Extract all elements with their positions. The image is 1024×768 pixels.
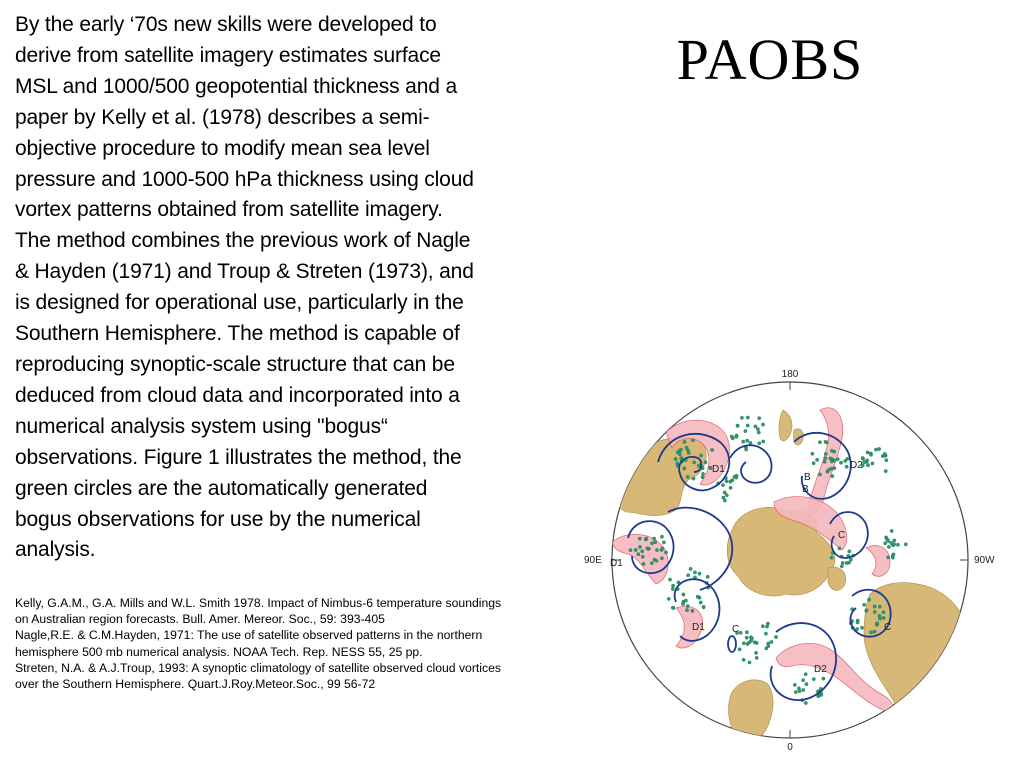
bogus-observation-dot bbox=[855, 627, 858, 630]
bogus-observation-dot bbox=[746, 424, 749, 427]
bogus-observation-dot bbox=[742, 658, 745, 661]
body-line: By the early ‘70s new skills were developed to bbox=[15, 13, 437, 36]
bogus-observation-dot bbox=[641, 555, 644, 558]
bogus-observation-dot bbox=[679, 448, 682, 451]
bogus-observation-dot bbox=[845, 465, 848, 468]
bogus-observation-dot bbox=[735, 434, 738, 437]
bogus-observation-dot bbox=[750, 637, 753, 640]
bogus-observation-dot bbox=[866, 464, 869, 467]
reference-line: Streten, N.A. & A.J.Troup, 1993: A synoptic climatology of satellite observed cloud vortices bbox=[15, 660, 501, 675]
body-line: numerical analysis system using "bogus“ bbox=[15, 414, 388, 438]
bogus-observation-dot bbox=[683, 440, 686, 443]
bogus-observation-dot bbox=[793, 683, 796, 686]
bogus-observation-dot bbox=[833, 467, 836, 470]
bogus-observation-dot bbox=[833, 459, 836, 462]
bogus-observation-dot bbox=[735, 476, 738, 479]
bogus-observation-dot bbox=[798, 690, 801, 693]
bogus-observation-dot bbox=[650, 561, 653, 564]
bogus-observation-dot bbox=[848, 550, 851, 553]
bogus-observation-dot bbox=[685, 608, 688, 611]
bogus-observation-dot bbox=[758, 417, 761, 420]
body-line: reproducing synoptic-scale structure that can be bbox=[15, 352, 455, 376]
bogus-observation-dot bbox=[725, 480, 728, 483]
bogus-observation-dot bbox=[884, 469, 887, 472]
bogus-observation-dot bbox=[822, 677, 825, 680]
bogus-observation-dot bbox=[812, 462, 815, 465]
bogus-observation-dot bbox=[672, 606, 675, 609]
bogus-observation-dot bbox=[667, 597, 670, 600]
system-label: C bbox=[838, 530, 846, 541]
bogus-observation-dot bbox=[745, 448, 748, 451]
bogus-observation-dot bbox=[811, 452, 814, 455]
bogus-observation-dot bbox=[765, 647, 768, 650]
bogus-observation-dot bbox=[701, 476, 704, 479]
bogus-observation-dot bbox=[865, 460, 868, 463]
axis-label-bottom: 0 bbox=[787, 742, 793, 753]
bogus-observation-dot bbox=[664, 551, 667, 554]
bogus-observation-dot bbox=[742, 440, 745, 443]
bogus-observation-dot bbox=[738, 648, 741, 651]
bogus-observation-dot bbox=[746, 439, 749, 442]
bogus-observation-dot bbox=[877, 447, 880, 450]
bogus-observation-dot bbox=[827, 468, 830, 471]
bogus-observation-dot bbox=[869, 631, 872, 634]
bogus-observation-dot bbox=[668, 578, 671, 581]
reference-line: hemisphere 500 mb numerical analysis. NOAA Tech. Rep. NESS 55, 25 pp. bbox=[15, 644, 423, 659]
bogus-observation-dot bbox=[873, 605, 876, 608]
bogus-observation-dot bbox=[642, 562, 645, 565]
bogus-observation-dot bbox=[818, 441, 821, 444]
bogus-observation-dot bbox=[831, 474, 834, 477]
bogus-observation-dot bbox=[678, 453, 681, 456]
bogus-observation-dot bbox=[692, 477, 695, 480]
bogus-observation-dot bbox=[686, 574, 689, 577]
bogus-observation-dot bbox=[884, 536, 887, 539]
body-line: analysis. bbox=[15, 538, 96, 562]
bogus-observation-dot bbox=[764, 632, 767, 635]
bogus-observation-dot bbox=[794, 690, 797, 693]
bogus-observation-dot bbox=[671, 584, 674, 587]
bogus-observation-dot bbox=[830, 556, 833, 559]
system-label: B bbox=[802, 484, 809, 495]
bogus-observation-dot bbox=[638, 545, 641, 548]
bogus-observation-dot bbox=[802, 688, 805, 691]
system-label: D1 bbox=[610, 558, 623, 569]
bogus-observation-dot bbox=[885, 459, 888, 462]
bogus-observation-dot bbox=[638, 537, 641, 540]
polar-map bbox=[580, 362, 1012, 762]
bogus-observation-dot bbox=[744, 429, 747, 432]
bogus-observation-dot bbox=[661, 547, 664, 550]
bogus-observation-dot bbox=[801, 679, 804, 682]
system-label: D1 bbox=[692, 622, 705, 633]
bogus-observation-dot bbox=[691, 609, 694, 612]
bogus-observation-dot bbox=[762, 440, 765, 443]
bogus-observation-dot bbox=[701, 472, 704, 475]
bogus-observation-dot bbox=[674, 457, 677, 460]
bogus-observation-dot bbox=[892, 543, 895, 546]
bogus-observation-dot bbox=[805, 682, 808, 685]
bogus-observation-dot bbox=[816, 458, 819, 461]
bogus-observation-dot bbox=[823, 460, 826, 463]
bogus-observation-dot bbox=[774, 635, 777, 638]
bogus-observation-dot bbox=[749, 441, 752, 444]
bogus-observation-dot bbox=[702, 605, 705, 608]
bogus-observation-dot bbox=[841, 561, 844, 564]
bogus-observation-dot bbox=[730, 435, 733, 438]
bogus-observation-dot bbox=[765, 625, 768, 628]
bogus-observation-dot bbox=[742, 642, 745, 645]
bogus-observation-dot bbox=[849, 558, 852, 561]
bogus-observation-dot bbox=[689, 567, 692, 570]
bogus-observation-dot bbox=[863, 603, 866, 606]
reference-line: over the Southern Hemisphere. Quart.J.Roy.Meteor.Soc., 99 56-72 bbox=[15, 677, 376, 692]
bogus-observation-dot bbox=[722, 496, 725, 499]
bogus-observation-dot bbox=[686, 604, 689, 607]
bogus-observation-dot bbox=[838, 547, 841, 550]
bogus-observation-dot bbox=[874, 448, 877, 451]
bogus-observation-dot bbox=[660, 557, 663, 560]
bogus-observation-dot bbox=[871, 462, 874, 465]
bogus-observation-dot bbox=[655, 548, 658, 551]
body-line: paper by Kelly et al. (1978) describes a semi- bbox=[15, 105, 430, 129]
bogus-observation-dot bbox=[845, 561, 848, 564]
body-line: MSL and 1000/500 geopotential thickness and a bbox=[15, 74, 457, 98]
bogus-observation-dot bbox=[655, 559, 658, 562]
bogus-observation-dot bbox=[646, 547, 649, 550]
references bbox=[15, 595, 570, 692]
axis-label-right: 90W bbox=[974, 555, 995, 566]
bogus-observation-dot bbox=[866, 451, 869, 454]
bogus-observation-dot bbox=[884, 542, 887, 545]
bogus-observation-dot bbox=[896, 543, 899, 546]
bogus-observation-dot bbox=[693, 571, 696, 574]
bogus-observation-dot bbox=[820, 693, 823, 696]
bogus-observation-dot bbox=[650, 542, 653, 545]
body-line: objective procedure to modify mean sea level bbox=[15, 136, 430, 160]
bogus-observation-dot bbox=[686, 475, 689, 478]
bogus-observation-dot bbox=[856, 621, 859, 624]
reference-line: Nagle,R.E. & C.M.Hayden, 1971: The use of satellite observed patterns in the northern bbox=[15, 628, 483, 643]
bogus-observation-dot bbox=[745, 631, 748, 634]
bogus-observation-dot bbox=[873, 610, 876, 613]
bogus-observation-dot bbox=[824, 452, 827, 455]
reference-line: on Australian region forecasts. Bull. Amer. Mereor. Soc., 59: 393-405 bbox=[15, 612, 385, 627]
bogus-observation-dot bbox=[748, 661, 751, 664]
bogus-observation-dot bbox=[840, 565, 843, 568]
bogus-observation-dot bbox=[704, 461, 707, 464]
bogus-observation-dot bbox=[761, 625, 764, 628]
body-line: The method combines the previous work of Nagle bbox=[15, 229, 471, 253]
body-line: Southern Hemisphere. The method is capable of bbox=[15, 322, 460, 346]
bogus-observation-dot bbox=[882, 616, 885, 619]
bogus-observation-dot bbox=[699, 601, 702, 604]
bogus-observation-dot bbox=[829, 457, 832, 460]
bogus-observation-dot bbox=[812, 677, 815, 680]
body-line: derive from satellite imagery estimates surface bbox=[15, 43, 441, 67]
bogus-observation-dot bbox=[830, 449, 833, 452]
bogus-observation-dot bbox=[755, 641, 758, 644]
system-label: B bbox=[804, 472, 811, 483]
bogus-observation-dot bbox=[904, 543, 907, 546]
bogus-observation-dot bbox=[746, 416, 749, 419]
body-line: vortex patterns obtained from satellite imagery. bbox=[15, 198, 443, 222]
bogus-observation-dot bbox=[865, 609, 868, 612]
bogus-observation-dot bbox=[683, 467, 686, 470]
bogus-observation-dot bbox=[691, 439, 694, 442]
bogus-observation-dot bbox=[886, 556, 889, 559]
bogus-observation-dot bbox=[710, 448, 713, 451]
bogus-observation-dot bbox=[876, 622, 879, 625]
bogus-observation-dot bbox=[892, 553, 895, 556]
bogus-observation-dot bbox=[641, 550, 644, 553]
bogus-observation-dot bbox=[757, 431, 760, 434]
bogus-observation-dot bbox=[818, 473, 821, 476]
bogus-observation-dot bbox=[839, 461, 842, 464]
bogus-observation-dot bbox=[697, 464, 700, 467]
body-text bbox=[15, 10, 590, 566]
bogus-observation-dot bbox=[671, 587, 674, 590]
body-line: observations. Figure 1 illustrates the method, the bbox=[15, 445, 462, 469]
bogus-observation-dot bbox=[682, 593, 685, 596]
system-label: D2 bbox=[814, 664, 827, 675]
bogus-observation-dot bbox=[804, 673, 807, 676]
bogus-observation-dot bbox=[867, 598, 870, 601]
bogus-observation-dot bbox=[652, 537, 655, 540]
bogus-observation-dot bbox=[725, 494, 728, 497]
bogus-observation-dot bbox=[756, 427, 759, 430]
bogus-observation-dot bbox=[681, 602, 684, 605]
body-line: is designed for operational use, particularly in the bbox=[15, 291, 464, 315]
axis-label-left: 90E bbox=[584, 555, 602, 566]
bogus-observation-dot bbox=[654, 541, 657, 544]
bogus-observation-dot bbox=[660, 535, 663, 538]
bogus-observation-dot bbox=[698, 572, 701, 575]
bogus-observation-dot bbox=[878, 617, 881, 620]
bogus-observation-dot bbox=[739, 631, 742, 634]
bogus-observation-dot bbox=[634, 548, 637, 551]
bogus-observation-dot bbox=[767, 642, 770, 645]
body-line: pressure and 1000-500 hPa thickness using cloud bbox=[15, 167, 474, 191]
axis-label-top: 180 bbox=[781, 369, 799, 380]
bogus-observation-dot bbox=[860, 626, 863, 629]
bogus-observation-dot bbox=[662, 541, 665, 544]
bogus-observation-dot bbox=[740, 416, 743, 419]
bogus-observation-dot bbox=[869, 453, 872, 456]
bogus-observation-dot bbox=[729, 486, 732, 489]
bogus-observation-dot bbox=[700, 454, 703, 457]
bogus-observation-dot bbox=[721, 483, 724, 486]
bogus-observation-dot bbox=[770, 640, 773, 643]
bogus-observation-dot bbox=[825, 441, 828, 444]
bogus-observation-dot bbox=[887, 539, 890, 542]
slide-title: PAOBS bbox=[676, 27, 864, 92]
bogus-observation-dot bbox=[729, 480, 732, 483]
bogus-observation-dot bbox=[836, 458, 839, 461]
body-line: green circles are the automatically generated bbox=[15, 476, 428, 500]
bogus-observation-dot bbox=[706, 575, 709, 578]
bogus-observation-dot bbox=[696, 595, 699, 598]
bogus-observation-dot bbox=[754, 425, 757, 428]
bogus-observation-dot bbox=[745, 636, 748, 639]
system-label: D1 bbox=[712, 464, 725, 475]
system-label: C bbox=[732, 624, 740, 635]
bogus-observation-dot bbox=[748, 641, 751, 644]
bogus-observation-dot bbox=[629, 548, 632, 551]
bogus-observation-dot bbox=[761, 423, 764, 426]
bogus-observation-dot bbox=[755, 656, 758, 659]
system-label: C bbox=[884, 622, 892, 633]
bogus-observation-dot bbox=[693, 461, 696, 464]
bogus-observation-dot bbox=[684, 599, 687, 602]
bogus-observation-dot bbox=[804, 701, 807, 704]
body-line: deduced from cloud data and incorporated into a bbox=[15, 383, 460, 407]
body-line: & Hayden (1971) and Troup & Streten (1973), and bbox=[15, 260, 474, 284]
bogus-observation-dot bbox=[685, 446, 688, 449]
bogus-observation-dot bbox=[893, 539, 896, 542]
polar-map-figure bbox=[580, 362, 1012, 762]
bogus-observation-dot bbox=[883, 452, 886, 455]
system-label: D2 bbox=[850, 460, 863, 471]
bogus-observation-dot bbox=[844, 459, 847, 462]
bogus-observation-dot bbox=[824, 457, 827, 460]
bogus-observation-dot bbox=[878, 605, 881, 608]
bogus-observation-dot bbox=[754, 651, 757, 654]
bogus-observation-dot bbox=[873, 630, 876, 633]
bogus-observation-dot bbox=[882, 611, 885, 614]
bogus-observation-dot bbox=[887, 545, 890, 548]
bogus-observation-dot bbox=[890, 529, 893, 532]
bogus-observation-dot bbox=[758, 442, 761, 445]
body-line: bogus observations for use by the numerical bbox=[15, 507, 421, 531]
reference-line: Kelly, G.A.M., G.A. Mills and W.L. Smith 1978. Impact of Nimbus-6 temperature soundings bbox=[15, 596, 502, 610]
bogus-observation-dot bbox=[645, 537, 648, 540]
bogus-observation-dot bbox=[736, 424, 739, 427]
bogus-observation-dot bbox=[637, 553, 640, 556]
